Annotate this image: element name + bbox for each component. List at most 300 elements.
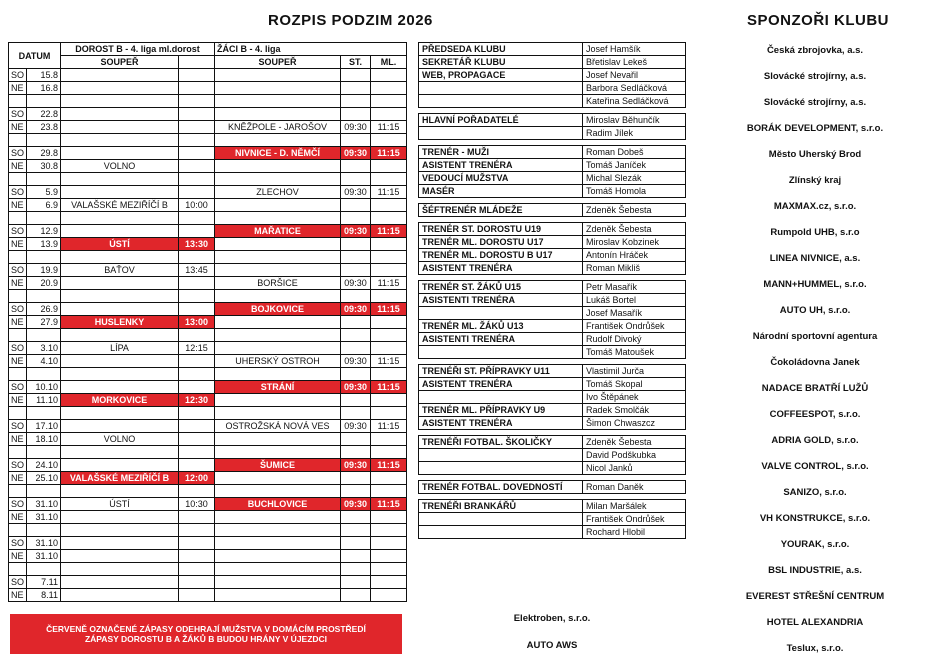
dorost-time: 12:00 xyxy=(179,472,215,485)
role-row xyxy=(419,114,685,127)
dorost-time xyxy=(179,186,215,199)
match-date: 31.10 xyxy=(27,550,61,563)
zaci-opponent xyxy=(215,212,341,225)
match-day: NE xyxy=(9,550,27,563)
match-date: 5.9 xyxy=(27,186,61,199)
role-title xyxy=(419,462,583,474)
schedule-row xyxy=(9,329,407,342)
zaci-ml-time xyxy=(371,589,407,602)
zaci-st-time xyxy=(341,264,371,277)
dorost-opponent xyxy=(61,446,179,459)
match-date: 4.10 xyxy=(27,355,61,368)
role-title: ASISTENTI TRENÉRA xyxy=(419,294,583,306)
role-title: TRENÉŘI BRANKÁŘŮ xyxy=(419,500,583,512)
role-person: Rudolf Divoký xyxy=(586,334,642,344)
role-row xyxy=(419,281,685,294)
zaci-ml-time xyxy=(371,238,407,251)
zaci-st-time xyxy=(341,472,371,485)
schedule-row xyxy=(9,199,407,212)
role-person: Zdeněk Šebesta xyxy=(586,205,652,215)
zaci-opponent xyxy=(215,511,341,524)
zaci-st-time xyxy=(341,82,371,95)
role-person: Petr Masařík xyxy=(586,282,638,292)
zaci-st-time: 09:30 xyxy=(341,355,371,368)
match-day: SO xyxy=(9,459,27,472)
dorost-opponent: VALAŠSKÉ MEZIŘÍČÍ B xyxy=(61,199,179,212)
schedule-row xyxy=(9,576,407,589)
sponsor-item: NADACE BRATŘÍ LUŽŮ xyxy=(761,383,869,394)
match-date xyxy=(27,212,61,225)
match-day xyxy=(9,563,27,576)
schedule-row xyxy=(9,134,407,147)
dorost-time xyxy=(179,368,215,381)
role-title: TRENÉR ML. PŘÍPRAVKY U9 xyxy=(419,404,583,416)
role-person: Antonín Hráček xyxy=(586,250,649,260)
match-day: NE xyxy=(9,238,27,251)
zaci-opponent xyxy=(215,537,341,550)
zaci-st-time xyxy=(341,433,371,446)
dorost-time: 13:30 xyxy=(179,238,215,251)
role-person: Tomáš Homola xyxy=(586,186,647,196)
zaci-ml-time: 11:15 xyxy=(371,420,407,433)
zaci-ml-time xyxy=(371,342,407,355)
role-person: David Podškubka xyxy=(586,450,657,460)
role-title: VEDOUCÍ MUŽSTVA xyxy=(419,172,583,184)
match-date: 27.9 xyxy=(27,316,61,329)
dorost-time xyxy=(179,251,215,264)
dorost-time xyxy=(179,407,215,420)
zaci-st-time xyxy=(341,199,371,212)
role-person: Ivo Štěpánek xyxy=(586,392,639,402)
zaci-ml-time xyxy=(371,264,407,277)
match-day: SO xyxy=(9,498,27,511)
dorost-time xyxy=(179,277,215,290)
zaci-st-time xyxy=(341,316,371,329)
sponsor-item: Slovácké strojírny, a.s. xyxy=(763,71,867,82)
role-row xyxy=(419,69,685,82)
dorost-opponent xyxy=(61,407,179,420)
zaci-opponent: NIVNICE - D. NĚMČÍ xyxy=(215,147,341,160)
dorost-opponent: ÚSTÍ xyxy=(61,498,179,511)
zaci-opponent: STRÁNÍ xyxy=(215,381,341,394)
schedule-row xyxy=(9,95,407,108)
zaci-ml-time: 11:15 xyxy=(371,147,407,160)
match-date xyxy=(27,290,61,303)
role-title: TRENÉŘI ST. PŘÍPRAVKY U11 xyxy=(419,365,583,377)
match-date xyxy=(27,173,61,186)
match-day xyxy=(9,95,27,108)
zaci-ml-time xyxy=(371,329,407,342)
table-header-row xyxy=(9,43,407,56)
role-person: Radek Smolčák xyxy=(586,405,650,415)
dorost-opponent xyxy=(61,524,179,537)
dorost-opponent xyxy=(61,355,179,368)
zaci-opponent xyxy=(215,95,341,108)
sponsor-item: Rumpold UHB, s.r.o xyxy=(770,227,860,238)
dorost-time xyxy=(179,420,215,433)
zaci-opponent xyxy=(215,82,341,95)
sponsor-item: Čokoládovna Janek xyxy=(770,357,860,368)
role-person: Josef Hamšík xyxy=(586,44,641,54)
dorost-time xyxy=(179,433,215,446)
dorost-opponent xyxy=(61,381,179,394)
zaci-ml-time xyxy=(371,316,407,329)
match-day xyxy=(9,524,27,537)
dorost-opponent xyxy=(61,563,179,576)
match-date: 22.8 xyxy=(27,108,61,121)
zaci-st-time xyxy=(341,95,371,108)
role-row xyxy=(419,56,685,69)
role-person: František Ondrůšek xyxy=(586,321,665,331)
schedule-row xyxy=(9,381,407,394)
dorost-time: 10:30 xyxy=(179,498,215,511)
zaci-st-time xyxy=(341,212,371,225)
dorost-opponent: MORKOVICE xyxy=(61,394,179,407)
zaci-opponent xyxy=(215,472,341,485)
role-title: ASISTENT TRENÉRA xyxy=(419,378,583,390)
role-person: Josef Nevařil xyxy=(586,70,639,80)
match-date: 18.10 xyxy=(27,433,61,446)
sponsor-item: Národní sportovní agentura xyxy=(752,331,878,342)
match-date: 31.10 xyxy=(27,498,61,511)
role-group xyxy=(418,480,686,494)
role-row xyxy=(419,449,685,462)
match-date: 10.10 xyxy=(27,381,61,394)
role-person: Josef Masařík xyxy=(586,308,643,318)
match-day xyxy=(9,251,27,264)
role-title: TRENÉR ST. DOROSTU U19 xyxy=(419,223,583,235)
match-date: 12.9 xyxy=(27,225,61,238)
match-day: NE xyxy=(9,160,27,173)
zaci-ml-time xyxy=(371,160,407,173)
zaci-st-time xyxy=(341,550,371,563)
role-row xyxy=(419,223,685,236)
role-row xyxy=(419,307,685,320)
role-title: WEB, PROPAGACE xyxy=(419,69,583,81)
dorost-time: 13:00 xyxy=(179,316,215,329)
dorost-time xyxy=(179,563,215,576)
zaci-ml-time xyxy=(371,368,407,381)
role-row xyxy=(419,462,685,474)
zaci-ml-time: 11:15 xyxy=(371,459,407,472)
zaci-st-time xyxy=(341,368,371,381)
match-day: NE xyxy=(9,199,27,212)
home-games-notice xyxy=(10,614,402,654)
sponsor-item: VALVE CONTROL, s.r.o. xyxy=(761,461,869,472)
match-date: 11.10 xyxy=(27,394,61,407)
match-day: SO xyxy=(9,342,27,355)
role-group xyxy=(418,499,686,539)
sponsor-item: MANN+HUMMEL, s.r.o. xyxy=(763,279,867,290)
zaci-opponent xyxy=(215,433,341,446)
role-title: ASISTENT TRENÉRA xyxy=(419,262,583,274)
match-day: NE xyxy=(9,277,27,290)
role-row xyxy=(419,249,685,262)
zaci-ml-time: 11:15 xyxy=(371,498,407,511)
dorost-time xyxy=(179,108,215,121)
match-date: 26.9 xyxy=(27,303,61,316)
zaci-st-time: 09:30 xyxy=(341,147,371,160)
dorost-opponent xyxy=(61,303,179,316)
dorost-opponent xyxy=(61,82,179,95)
zaci-st-time xyxy=(341,108,371,121)
role-title: PŘEDSEDA KLUBU xyxy=(419,43,583,55)
dorost-opponent xyxy=(61,186,179,199)
datum-header: DATUM xyxy=(9,43,61,69)
zaci-opponent: UHERSKÝ OSTROH xyxy=(215,355,341,368)
match-day: SO xyxy=(9,381,27,394)
dorost-time-header xyxy=(179,56,215,69)
zaci-st-time: 09:30 xyxy=(341,381,371,394)
dorost-time: 13:45 xyxy=(179,264,215,277)
match-day: SO xyxy=(9,576,27,589)
role-person: Radim Jílek xyxy=(586,128,634,138)
match-date: 19.9 xyxy=(27,264,61,277)
dorost-time xyxy=(179,121,215,134)
zaci-ml-time xyxy=(371,251,407,264)
match-day: SO xyxy=(9,147,27,160)
match-date: 8.11 xyxy=(27,589,61,602)
role-row xyxy=(419,146,685,159)
zaci-opponent xyxy=(215,251,341,264)
role-row xyxy=(419,333,685,346)
zaci-opponent xyxy=(215,290,341,303)
role-row xyxy=(419,436,685,449)
zaci-ml-time xyxy=(371,407,407,420)
role-person: Zdeněk Šebesta xyxy=(586,437,652,447)
role-row xyxy=(419,526,685,538)
dorost-opponent xyxy=(61,329,179,342)
zaci-ml-time xyxy=(371,433,407,446)
role-row xyxy=(419,185,685,197)
role-person: Roman Daněk xyxy=(586,482,644,492)
role-row xyxy=(419,172,685,185)
dorost-time xyxy=(179,589,215,602)
dorost-time xyxy=(179,446,215,459)
sponsors-list xyxy=(706,38,924,662)
zaci-opponent xyxy=(215,446,341,459)
dorost-opponent xyxy=(61,212,179,225)
sponsor-item: SANIZO, s.r.o. xyxy=(783,487,847,498)
match-date: 13.9 xyxy=(27,238,61,251)
match-date xyxy=(27,251,61,264)
role-title: ASISTENT TRENÉRA xyxy=(419,159,583,171)
dorost-time xyxy=(179,537,215,550)
zaci-opponent xyxy=(215,69,341,82)
zaci-st-time: 09:30 xyxy=(341,121,371,134)
dorost-opponent xyxy=(61,69,179,82)
match-day xyxy=(9,485,27,498)
schedule-row xyxy=(9,498,407,511)
schedule-title: ROZPIS PODZIM 2026 xyxy=(268,12,433,29)
dorost-time xyxy=(179,355,215,368)
role-row xyxy=(419,417,685,429)
zaci-ml-time xyxy=(371,394,407,407)
dorost-opponent xyxy=(61,459,179,472)
zaci-opponent: BORŠICE xyxy=(215,277,341,290)
zaci-st-time xyxy=(341,394,371,407)
role-row xyxy=(419,127,685,139)
dorost-time xyxy=(179,95,215,108)
role-title: TRENÉR - MUŽI xyxy=(419,146,583,158)
match-day: NE xyxy=(9,433,27,446)
schedule-row xyxy=(9,459,407,472)
match-date: 23.8 xyxy=(27,121,61,134)
dorost-time xyxy=(179,381,215,394)
sponsor-item: YOURAK, s.r.o. xyxy=(780,539,850,550)
zaci-opponent xyxy=(215,342,341,355)
schedule-row xyxy=(9,485,407,498)
role-row xyxy=(419,404,685,417)
notice-line-2: ZÁPASY DOROSTU B A ŽÁKŮ B BUDOU HRÁNY V ÚJEZDCI xyxy=(84,634,328,644)
dorost-opponent xyxy=(61,225,179,238)
notice-line-1: ČERVENĚ OZNAČENÉ ZÁPASY ODEHRAJÍ MUŽSTVA V DOMÁCÍM PROSTŘEDÍ xyxy=(46,624,366,634)
sponsor-item: Město Uherský Brod xyxy=(768,149,862,160)
schedule-row xyxy=(9,108,407,121)
dorost-opponent: BAŤOV xyxy=(61,264,179,277)
dorost-time xyxy=(179,147,215,160)
schedule-row xyxy=(9,82,407,95)
zaci-st-time xyxy=(341,563,371,576)
zaci-ml-time: 11:15 xyxy=(371,277,407,290)
role-person: Rochard Hlobil xyxy=(586,527,646,537)
sponsors-title: SPONZOŘI KLUBU xyxy=(747,12,889,29)
role-person: Miroslav Kobzinek xyxy=(586,237,660,247)
role-title xyxy=(419,307,583,319)
schedule-row xyxy=(9,550,407,563)
match-date xyxy=(27,407,61,420)
dorost-opponent: VALAŠSKÉ MEZIŘÍČÍ B xyxy=(61,472,179,485)
dorost-opponent xyxy=(61,589,179,602)
role-title: TRENÉŘI FOTBAL. ŠKOLIČKY xyxy=(419,436,583,448)
schedule-row xyxy=(9,563,407,576)
dorost-opponent xyxy=(61,511,179,524)
zaci-ml-time xyxy=(371,108,407,121)
match-date: 31.10 xyxy=(27,511,61,524)
dorost-opponent xyxy=(61,121,179,134)
role-title xyxy=(419,127,583,139)
dorost-time: 12:30 xyxy=(179,394,215,407)
zaci-opponent: MAŘATICE xyxy=(215,225,341,238)
match-date xyxy=(27,524,61,537)
dorost-team-header: DOROST B - 4. liga ml.dorost xyxy=(61,43,215,56)
st-header: ST. xyxy=(341,56,371,69)
dorost-opponent: VOLNO xyxy=(61,160,179,173)
role-row xyxy=(419,43,685,56)
dorost-time xyxy=(179,303,215,316)
dorost-time xyxy=(179,82,215,95)
zaci-ml-time: 11:15 xyxy=(371,381,407,394)
zaci-opponent xyxy=(215,173,341,186)
zaci-opponent xyxy=(215,394,341,407)
zaci-st-time xyxy=(341,524,371,537)
match-day: SO xyxy=(9,108,27,121)
zaci-st-time xyxy=(341,134,371,147)
role-row xyxy=(419,95,685,107)
role-title: ASISTENTI TRENÉRA xyxy=(419,333,583,345)
zaci-opponent xyxy=(215,316,341,329)
match-day: NE xyxy=(9,511,27,524)
role-group xyxy=(418,42,686,108)
schedule-row xyxy=(9,537,407,550)
zaci-ml-time xyxy=(371,69,407,82)
zaci-ml-time: 11:15 xyxy=(371,186,407,199)
role-person: Zdeněk Šebesta xyxy=(586,224,652,234)
role-person: Tomáš Janíček xyxy=(586,160,647,170)
zaci-ml-time xyxy=(371,95,407,108)
zaci-opponent xyxy=(215,563,341,576)
match-date xyxy=(27,134,61,147)
match-date: 24.10 xyxy=(27,459,61,472)
zaci-opponent xyxy=(215,108,341,121)
schedule-row xyxy=(9,160,407,173)
match-day: SO xyxy=(9,69,27,82)
role-title: TRENÉR ML. DOROSTU B U17 xyxy=(419,249,583,261)
role-row xyxy=(419,391,685,404)
role-title: ASISTENT TRENÉRA xyxy=(419,417,583,429)
zaci-ml-time xyxy=(371,563,407,576)
match-date: 16.8 xyxy=(27,82,61,95)
role-person: Roman Mikliš xyxy=(586,263,641,273)
dorost-opponent: LÍPA xyxy=(61,342,179,355)
dorost-time xyxy=(179,212,215,225)
zaci-ml-time xyxy=(371,550,407,563)
zaci-opponent: ZLECHOV xyxy=(215,186,341,199)
zaci-st-time xyxy=(341,485,371,498)
role-title: MASÉR xyxy=(419,185,583,197)
zaci-opponent xyxy=(215,407,341,420)
schedule-row xyxy=(9,290,407,303)
role-title xyxy=(419,449,583,461)
role-person: Nicol Janků xyxy=(586,463,633,473)
dorost-time xyxy=(179,459,215,472)
match-day: SO xyxy=(9,225,27,238)
role-row xyxy=(419,159,685,172)
sponsor-item: AUTO UH, s.r.o. xyxy=(779,305,851,316)
role-row xyxy=(419,346,685,358)
match-day: SO xyxy=(9,537,27,550)
role-title xyxy=(419,526,583,538)
zaci-opponent xyxy=(215,550,341,563)
schedule-table xyxy=(8,42,407,602)
dorost-opponent xyxy=(61,485,179,498)
dorost-opponent xyxy=(61,134,179,147)
zaci-st-time: 09:30 xyxy=(341,225,371,238)
match-day: NE xyxy=(9,82,27,95)
schedule-row xyxy=(9,173,407,186)
dorost-opponent: ÚSTÍ xyxy=(61,238,179,251)
role-group xyxy=(418,222,686,275)
match-date: 7.11 xyxy=(27,576,61,589)
zaci-st-time xyxy=(341,251,371,264)
dorost-opponent xyxy=(61,368,179,381)
schedule-row xyxy=(9,69,407,82)
schedule-row xyxy=(9,121,407,134)
role-row xyxy=(419,262,685,274)
match-date: 15.8 xyxy=(27,69,61,82)
role-person: Roman Dobeš xyxy=(586,147,644,157)
dorost-opponent-header: SOUPEŘ xyxy=(61,56,179,69)
schedule-row xyxy=(9,225,407,238)
schedule-body xyxy=(9,69,407,602)
role-row xyxy=(419,320,685,333)
match-day: NE xyxy=(9,316,27,329)
role-title: SEKRETÁŘ KLUBU xyxy=(419,56,583,68)
match-date: 25.10 xyxy=(27,472,61,485)
role-group xyxy=(418,364,686,430)
dorost-time xyxy=(179,511,215,524)
match-date xyxy=(27,329,61,342)
